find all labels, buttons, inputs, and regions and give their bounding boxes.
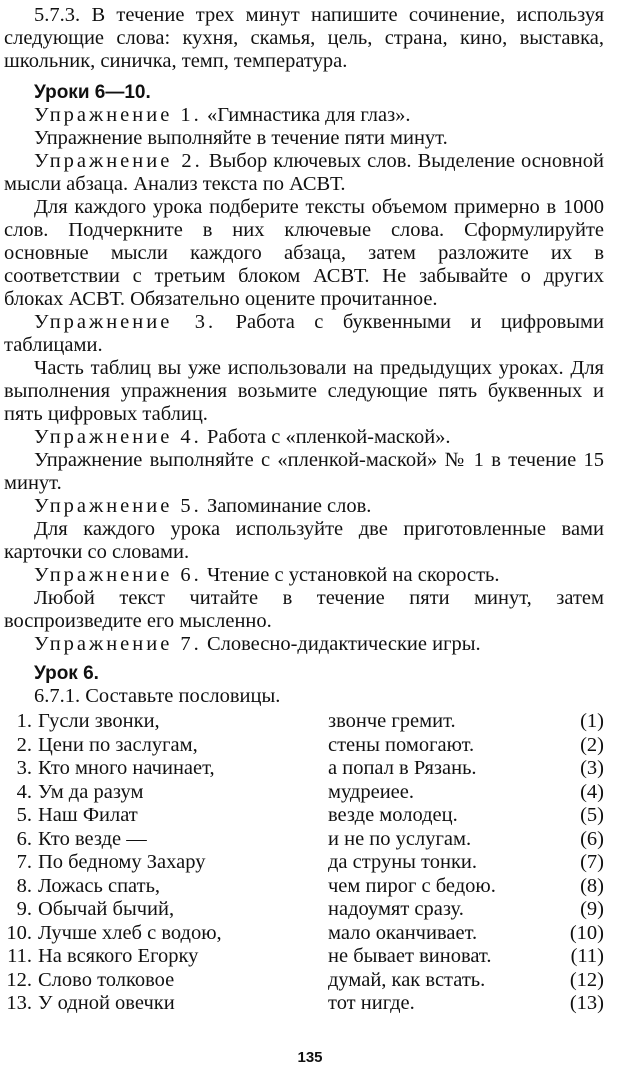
proverb-start: Слово толковое <box>38 968 175 991</box>
proverb-row <box>4 757 604 781</box>
proverb-row <box>4 898 604 922</box>
exercise-label: Упражнение 4. <box>34 426 202 448</box>
exercise-text: Выбор ключевых слов. Выделение основной мысли абзаца. Анализ текста по АСВТ. <box>4 150 604 195</box>
exercise-text: Запоминание слов. <box>206 495 372 517</box>
exercise-text: Работа с буквенными и цифровыми таблицами. <box>4 311 604 356</box>
lessons-paragraph <box>4 127 604 150</box>
proverb-number: 6. <box>16 827 32 850</box>
proverb-end: звонче гремит. <box>328 710 456 732</box>
proverb-key: (13) <box>569 992 604 1014</box>
proverb-key: (8) <box>580 874 604 897</box>
proverb-number: 10. <box>6 921 32 944</box>
proverb-end: да струны тонки. <box>328 851 478 873</box>
lessons-paragraph <box>4 311 604 357</box>
exercise-label: Упражнение 3. <box>34 311 217 333</box>
lessons-paragraph <box>4 196 604 311</box>
proverb-row <box>4 734 604 758</box>
exercise-label: Упражнение 7. <box>34 633 202 655</box>
proverbs-table <box>4 710 604 1016</box>
exercise-text: Работа с «пленкой-маской». <box>206 426 451 448</box>
lessons-paragraph <box>4 495 604 518</box>
exercise-label: Упражнение 1. <box>34 104 202 126</box>
task-5-7-3: 5.7.3. В течение трех минут напишите сочинение, используя следующие слова: кухня, скамья, цель, страна, кино, выставка, школьник, синичка, темп, температура. <box>4 4 604 72</box>
proverb-number: 8. <box>16 874 32 897</box>
proverb-number: 2. <box>16 733 32 756</box>
exercise-text: «Гимнастика для глаз». <box>206 104 411 126</box>
task-6-7-1: 6.7.1. Составьте пословицы. <box>34 685 281 707</box>
proverb-row <box>4 992 604 1016</box>
lessons-6-10-heading: Уроки 6—10. <box>34 82 151 103</box>
proverb-key: (2) <box>580 733 604 756</box>
proverb-end: не бывает виноват. <box>328 945 492 967</box>
exercise-text: Для каждого урока используйте две приготовленные вами карточки со словами. <box>4 518 604 563</box>
proverb-number: 13. <box>6 992 32 1014</box>
proverb-start: По бедному Захару <box>38 851 206 873</box>
proverb-row <box>4 875 604 899</box>
proverb-end: и не по услугам. <box>328 827 472 850</box>
lessons-paragraph <box>4 150 604 196</box>
lessons-paragraph <box>4 633 604 656</box>
proverb-end: чем пирог с бедою. <box>328 874 496 897</box>
exercise-label: Упражнение 6. <box>34 564 202 586</box>
proverb-number: 3. <box>16 757 32 779</box>
proverb-row <box>4 851 604 875</box>
proverb-number: 4. <box>16 780 32 803</box>
proverb-number: 1. <box>16 710 32 732</box>
proverb-number: 7. <box>16 851 32 873</box>
proverb-row <box>4 781 604 805</box>
proverb-start: Гусли звонки, <box>38 710 160 732</box>
exercise-text: Часть таблиц вы уже использовали на предыдущих уроках. Для выполнения упражнения возьмите следующие пять буквенных и пять цифровых таблиц. <box>4 357 604 425</box>
proverb-key: (12) <box>569 968 604 991</box>
proverb-start: Наш Филат <box>38 804 138 826</box>
exercise-text: Чтение с установкой на скорость. <box>206 564 500 586</box>
proverb-start: Цени по заслугам, <box>38 733 198 756</box>
lessons-paragraph <box>4 449 604 495</box>
exercise-text: Упражнение выполняйте с «пленкой-маской» № 1 в течение 15 минут. <box>4 449 604 494</box>
proverb-end: мудреиее. <box>328 780 415 803</box>
proverb-row <box>4 828 604 852</box>
proverb-start: Ум да разум <box>38 780 144 803</box>
proverb-end: тот нигде. <box>328 992 415 1014</box>
proverb-row <box>4 922 604 946</box>
proverb-key: (4) <box>580 780 604 803</box>
proverb-end: думай, как встать. <box>328 968 486 991</box>
proverb-key: (7) <box>580 851 604 873</box>
exercise-text: Любой текст читайте в течение пяти минут, затем воспроизведите его мысленно. <box>4 587 604 632</box>
proverb-end: надоумят сразу. <box>328 898 464 920</box>
proverb-key: (11) <box>570 945 604 967</box>
proverb-key: (5) <box>580 804 604 826</box>
proverb-key: (1) <box>580 710 604 732</box>
lesson-6-heading: Урок 6. <box>34 663 99 684</box>
proverb-key: (9) <box>580 898 604 920</box>
proverb-end: стены помогают. <box>328 733 475 756</box>
lessons-6-10-body <box>4 104 604 656</box>
proverb-start: Лучше хлеб с водою, <box>38 921 222 944</box>
proverb-start: Кто везде — <box>38 827 147 850</box>
lessons-paragraph <box>4 518 604 564</box>
exercise-label: Упражнение 5. <box>34 495 202 517</box>
proverb-key: (3) <box>580 757 604 779</box>
lessons-paragraph <box>4 357 604 426</box>
proverb-row <box>4 969 604 993</box>
proverb-start: У одной овечки <box>38 992 175 1014</box>
proverb-number: 12. <box>6 968 32 991</box>
proverb-row <box>4 945 604 969</box>
lessons-paragraph <box>4 564 604 587</box>
proverb-end: везде молодец. <box>328 804 458 826</box>
proverb-start: Кто много начинает, <box>38 757 215 779</box>
page-number: 135 <box>297 1049 323 1066</box>
proverb-key: (6) <box>580 827 604 850</box>
proverb-number: 11. <box>7 945 32 967</box>
page <box>4 4 604 1016</box>
lessons-paragraph <box>4 104 604 127</box>
exercise-text: Упражнение выполняйте в течение пяти минут. <box>34 127 448 149</box>
proverb-start: Ложась спать, <box>38 874 161 897</box>
proverb-end: мало оканчивает. <box>328 921 478 944</box>
proverb-end: а попал в Рязань. <box>328 757 477 779</box>
proverb-row <box>4 804 604 828</box>
proverb-number: 5. <box>16 804 32 826</box>
exercise-label: Упражнение 2. <box>34 150 203 172</box>
proverb-row <box>4 710 604 734</box>
lessons-paragraph <box>4 426 604 449</box>
proverb-start: На всякого Егорку <box>38 945 199 967</box>
proverb-number: 9. <box>16 898 32 920</box>
exercise-text: Словесно-дидактические игры. <box>206 633 481 655</box>
proverb-start: Обычай бычий, <box>38 898 175 920</box>
proverb-key: (10) <box>569 921 604 944</box>
exercise-text: Для каждого урока подберите тексты объемом примерно в 1000 слов. Подчеркните в них ключевые слова. Сформулируйте основные мысли каждого абзаца, затем разложите их в соответствии с третьим блоком АСВТ. Не забывайте о других блоках АСВТ. Обязательно оцените прочитанное. <box>4 196 604 310</box>
lessons-paragraph <box>4 587 604 633</box>
